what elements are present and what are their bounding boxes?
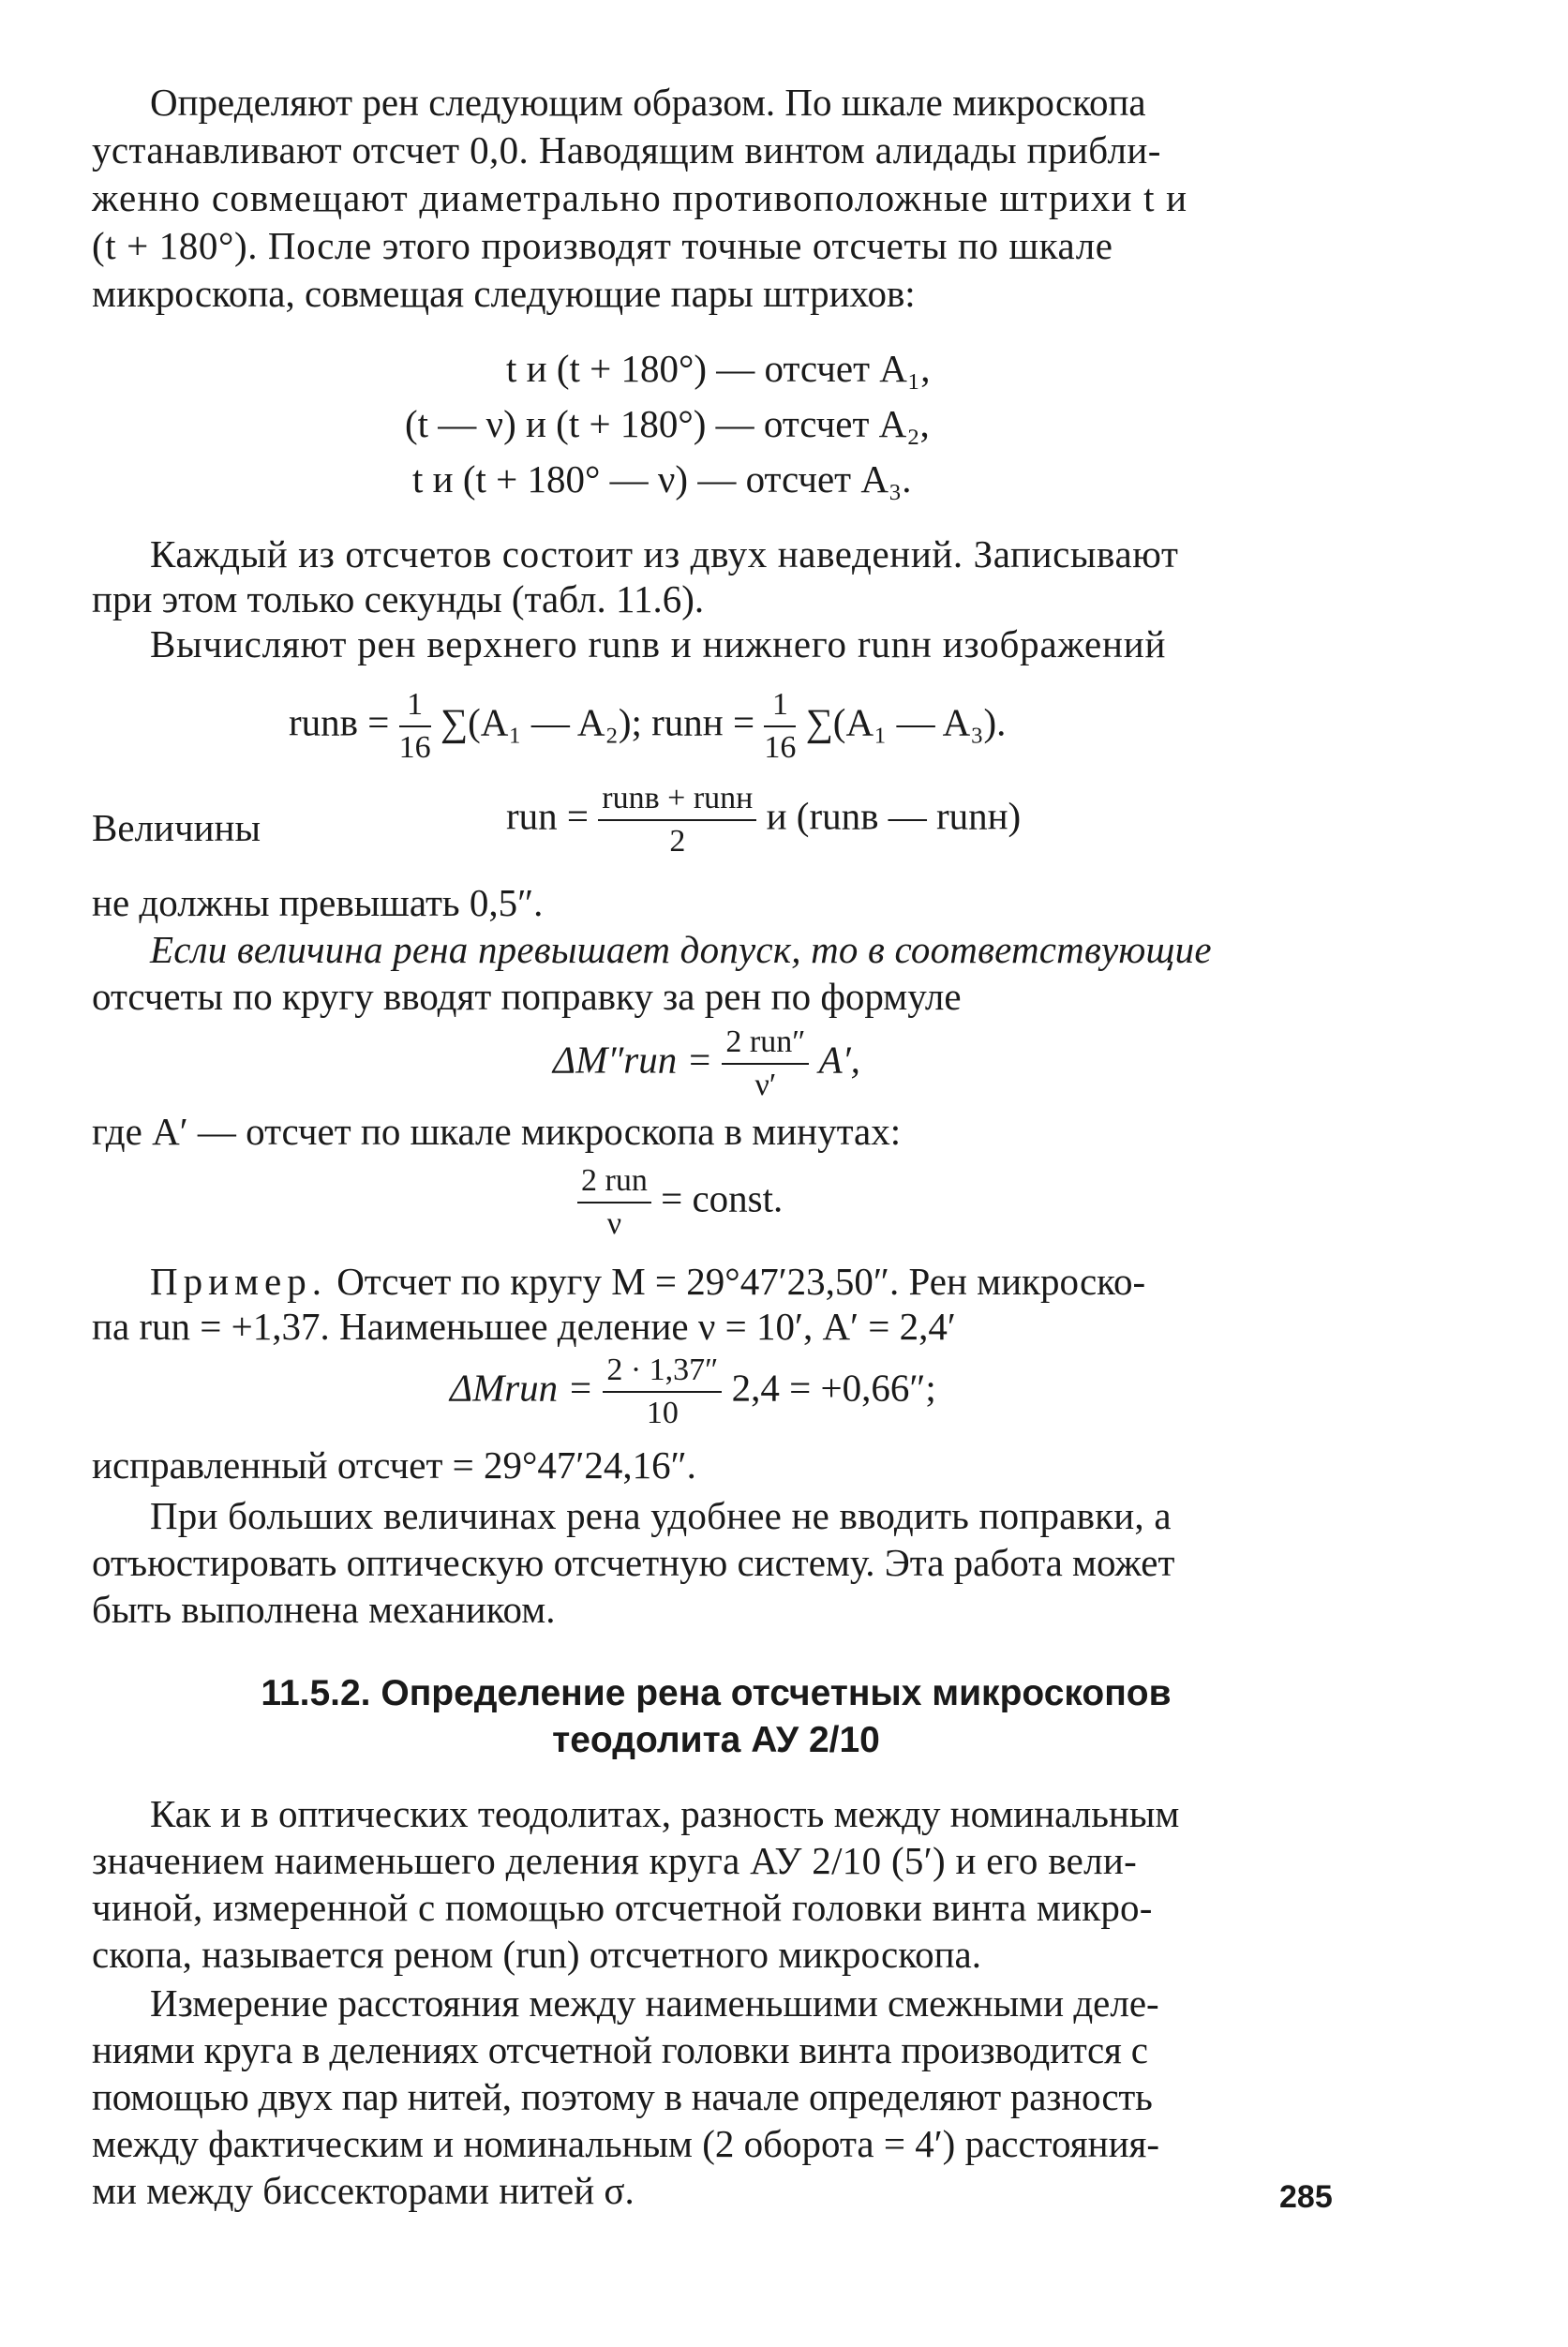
text-line: помощью двух пар нитей, поэтому в начале определяют разность: [92, 2075, 1153, 2118]
text-line: Измерение расстояния между наименьшими смежными деле-: [150, 1981, 1159, 2025]
text-line: Вычисляют рен верхнего runв и нижнего runн изображений: [150, 622, 1167, 665]
formula-label: Величины: [92, 806, 261, 849]
text-line: Каждый из отсчетов состоит из двух наведений. Записывают: [150, 532, 1179, 576]
text-line: па run = +1,37. Наименьшее деление ν = 10′, A′ = 2,4′: [92, 1305, 956, 1348]
fraction: [598, 778, 756, 862]
formula-text: = const.: [661, 1176, 784, 1220]
text-line: отъюстировать оптическую отсчетную систему. Эта работа может: [92, 1541, 1175, 1584]
fraction-denominator: 16: [764, 730, 797, 765]
formula-example: [450, 1350, 936, 1434]
fraction-numerator: 1: [399, 684, 431, 727]
fraction: [603, 1350, 722, 1434]
text-line: где A′ — отсчет по шкале микроскопа в минутах:: [92, 1110, 902, 1153]
fraction-numerator: 2 run: [577, 1160, 651, 1203]
fraction: [399, 684, 431, 769]
text-line: не должны превышать 0,5″.: [92, 881, 544, 924]
formula-text: ∑(A₁ — A₃).: [805, 700, 1007, 744]
fraction-numerator: runв + runн: [598, 778, 756, 821]
text-line: отсчеты по кругу вводят поправку за рен по формуле: [92, 975, 962, 1018]
text-line: (t + 180°). После этого производят точные отсчеты по шкале: [92, 224, 1113, 267]
fraction: [722, 1022, 809, 1106]
text-line: женно совмещают диаметрально противоположные штрихи t и: [92, 176, 1188, 219]
formula-correction: [553, 1022, 860, 1106]
text-line: устанавливают отсчет 0,0. Наводящим винтом алидады прибли-: [92, 128, 1161, 172]
fraction-denominator: ν′: [754, 1068, 777, 1102]
fraction: [764, 684, 796, 769]
fraction-numerator: 2 · 1,37″: [603, 1350, 722, 1393]
formula-text: и (runв — runн): [766, 794, 1022, 838]
example-label: Пример.: [150, 1260, 327, 1303]
text-line: микроскопа, совмещая следующие пары штрихов:: [92, 272, 916, 315]
fraction-numerator: 1: [764, 684, 796, 727]
text-line: между фактическим и номинальным (2 оборота = 4′) расстояния-: [92, 2122, 1160, 2165]
example-line: [150, 1258, 1145, 1306]
page-number: 285: [1279, 2179, 1333, 2215]
example-text: Отсчет по кругу M = 29°47′23,50″. Рен микроско-: [336, 1260, 1146, 1303]
formula-line: t и (t + 180° — ν) — отсчет A₃.: [412, 457, 912, 501]
fraction-denominator: 16: [398, 730, 431, 765]
formula-text: 2,4 = +0,66″;: [731, 1366, 936, 1410]
text-line: скопа, называется реном (run) отсчетного микроскопа.: [92, 1933, 981, 1976]
text-line: Определяют рен следующим образом. По шкале микроскопа: [150, 81, 1146, 124]
text-line: При больших величинах рена удобнее не вводить поправки, а: [150, 1494, 1172, 1537]
text-line: при этом только секунды (табл. 11.6).: [92, 577, 705, 620]
text-line: ниями круга в делениях отсчетной головки винта производится с: [92, 2028, 1148, 2071]
formula-text: runв =: [289, 700, 390, 744]
text-line: чиной, измеренной с помощью отсчетной головки винта микро-: [92, 1886, 1153, 1929]
fraction: [577, 1160, 651, 1245]
formula-const: [577, 1160, 783, 1245]
text-line: значением наименьшего деления круга АУ 2/10 (5′) и его вели-: [92, 1839, 1138, 1882]
formula-text: run =: [506, 794, 590, 838]
formula-line: t и (t + 180°) — отсчет A₁,: [506, 347, 931, 390]
fraction-numerator: 2 run″: [722, 1022, 809, 1065]
formula-run-average: [506, 778, 1021, 862]
fraction-denominator: 10: [646, 1396, 679, 1430]
formula-run-definitions: [289, 684, 1006, 769]
text-line: Как и в оптических теодолитах, разность между номинальным: [150, 1792, 1180, 1835]
section-heading: 11.5.2. Определение рена отсчетных микроскопов: [261, 1673, 1172, 1713]
formula-text: ΔM″run =: [553, 1038, 713, 1082]
formula-line: (t — ν) и (t + 180°) — отсчет A₂,: [405, 402, 930, 445]
formula-text: ΔMrun =: [450, 1366, 594, 1410]
formula-text: ∑(A₁ — A₂); runн =: [440, 700, 755, 744]
text-line: быть выполнена механиком.: [92, 1588, 556, 1631]
fraction-denominator: ν: [606, 1206, 622, 1241]
fraction-denominator: 2: [669, 824, 686, 859]
formula-text: A′,: [818, 1038, 860, 1082]
section-heading: теодолита АУ 2/10: [552, 1720, 880, 1760]
text-line: ми между биссекторами нитей σ.: [92, 2169, 635, 2212]
text-line-italic: Если величина рена превышает допуск, то в соответствующие: [150, 928, 1212, 971]
text-line: исправленный отсчет = 29°47′24,16″.: [92, 1443, 696, 1487]
